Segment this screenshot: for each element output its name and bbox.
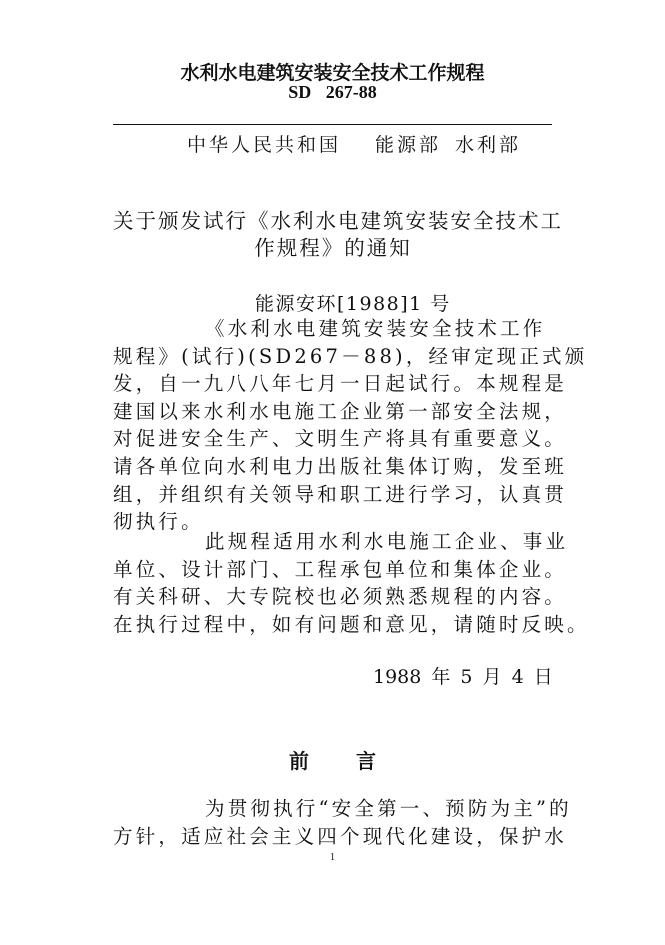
issuer-ministry-energy: 能源部: [375, 134, 442, 156]
page-number: 1: [330, 852, 335, 863]
paragraph-line: 单位、设计部门、工程承包单位和集体企业。: [113, 557, 568, 581]
foreword-heading: 前 言: [289, 749, 376, 773]
notice-paragraph-2: [113, 528, 590, 638]
standard-code: SD 267-88: [288, 82, 377, 102]
paragraph-line: 对促进安全生产、文明生产将具有重要意义。: [113, 427, 568, 451]
notice-title-line-1: 关于颁发试行《水利水电建筑安装安全技术工: [113, 209, 563, 233]
paragraph-line: 规程》(试行)(SD267－88)，经审定现正式颁: [113, 344, 588, 368]
notice-title-line-2: 作规程》的通知: [254, 236, 412, 260]
issuing-authorities: [187, 130, 521, 157]
issuer-ministry-water: 水利部: [455, 134, 522, 156]
notice-date: 1988 年 5 月 4 日: [373, 666, 553, 688]
paragraph-line: 《水利水电建筑安装安全技术工作: [205, 317, 546, 340]
header-divider: [113, 124, 552, 125]
foreword-paragraph: [113, 795, 572, 850]
paragraph-line: 为贯彻执行“安全第一、预防为主”的: [205, 797, 572, 820]
document-title: 水利水电建筑安装安全技术工作规程: [180, 62, 485, 84]
paragraph-line: 彻执行。: [113, 510, 204, 534]
paragraph-line: 组，并组织有关领导和职工进行学习，认真贯: [113, 482, 568, 506]
paragraph-line: 有关科研、大专院校也必须熟悉规程的内容。: [113, 585, 568, 609]
paragraph-line: 在执行过程中，如有问题和意见，请随时反映。: [113, 612, 590, 636]
paragraph-line: 建国以来水利水电施工企业第一部安全法规，: [113, 399, 568, 423]
paragraph-line: 方针，适应社会主义四个现代化建设，保护水: [113, 824, 568, 848]
paragraph-line: 请各单位向水利电力出版社集体订购，发至班: [113, 454, 568, 478]
notice-paragraph-1: [113, 315, 588, 536]
document-number: 能源安环[1988]1 号: [255, 293, 451, 315]
paragraph-line: 此规程适用水利水电施工企业、事业: [205, 530, 569, 553]
notice-title: [113, 208, 563, 262]
paragraph-line: 发，自一九八八年七月一日起试行。本规程是: [113, 372, 568, 396]
issuer-country: 中华人民共和国: [187, 134, 342, 156]
